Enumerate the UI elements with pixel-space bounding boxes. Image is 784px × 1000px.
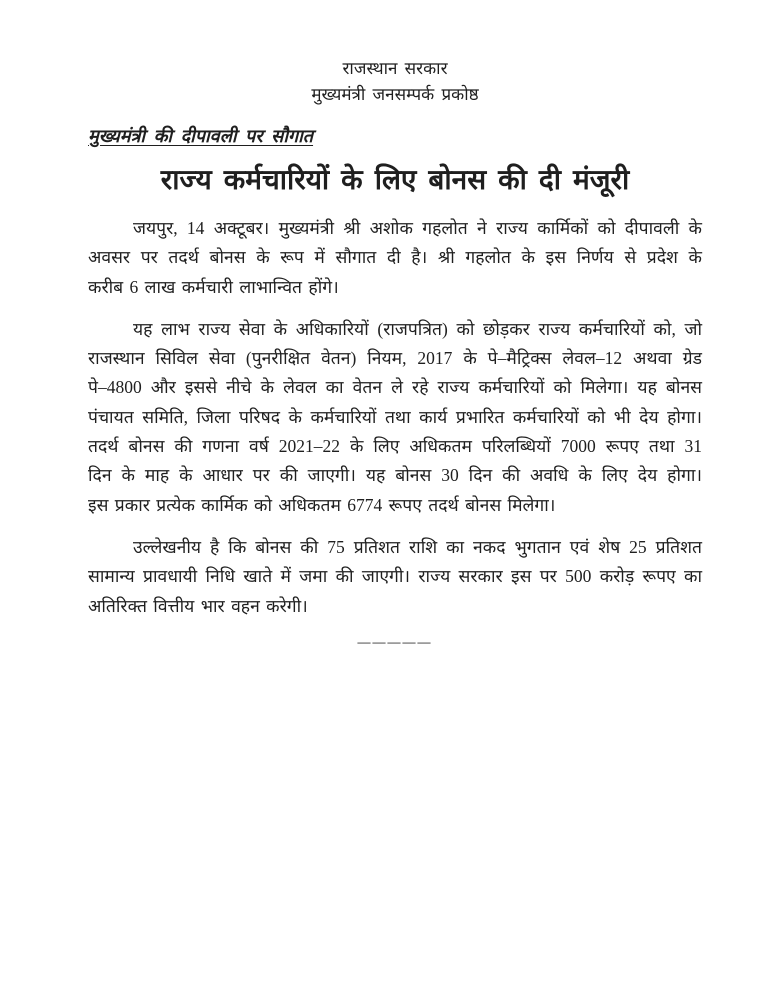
- org-department: मुख्यमंत्री जनसम्पर्क प्रकोष्ठ: [311, 85, 479, 104]
- text-line: दिन के माह के आधार पर की जाएगी। यह बोनस 30 दिन की अवधि के लिए देय होगा।: [88, 465, 702, 486]
- paragraph: [88, 214, 702, 302]
- text-line: इस प्रकार प्रत्येक कार्मिक को अधिकतम 6774 रूपए तदर्थ बोनस मिलेगा।: [88, 494, 556, 515]
- text-line: सामान्य प्रावधायी निधि खाते में जमा की जाएगी। राज्य सरकार इस पर 500 करोड़ रूपए का: [88, 566, 702, 587]
- text-line: राजस्थान सिविल सेवा (पुनरीक्षित वेतन) नियम, 2017 के पे–मैट्रिक्स लेवल–12 अथवा ग्रेड: [88, 348, 702, 369]
- text-line: तदर्थ बोनस की गणना वर्ष 2021–22 के लिए अधिकतम परिलब्धियों 7000 रूपए तथा 31: [88, 436, 702, 457]
- text-line: पंचायत समिति, जिला परिषद के कर्मचारियों तथा कार्य प्रभारित कर्मचारियों को भी देय होगा।: [88, 406, 702, 427]
- article-body: [88, 214, 702, 621]
- text-line: यह लाभ राज्य सेवा के अधिकारियों (राजपत्रित) को छोड़कर राज्य कर्मचारियों को, जो: [133, 318, 702, 339]
- text-line: करीब 6 लाख कर्मचारी लाभान्वित होंगे।: [88, 276, 339, 297]
- document-content: [88, 56, 702, 650]
- letterhead: [88, 56, 702, 108]
- text-line: अतिरिक्त वित्तीय भार वहन करेगी।: [88, 595, 308, 616]
- page-title: राज्य कर्मचारियों के लिए बोनस की दी मंजूरी: [160, 165, 630, 196]
- text-line: उल्लेखनीय है कि बोनस की 75 प्रतिशत राशि का नकद भुगतान एवं शेष 25 प्रतिशत: [133, 536, 702, 557]
- org-name: राजस्थान सरकार: [342, 59, 448, 78]
- text-line: पे–4800 और इससे नीचे के लेवल का वेतन ले रहे राज्य कर्मचारियों को मिलेगा। यह बोनस: [88, 377, 702, 398]
- paragraph: [88, 315, 702, 520]
- end-divider: —————: [357, 633, 433, 649]
- kicker-heading: मुख्यमंत्री की दीपावली पर सौगात: [88, 126, 314, 146]
- text-line: जयपुर, 14 अक्टूबर। मुख्यमंत्री श्री अशोक गहलोत ने राज्य कार्मिकों को दीपावली के: [133, 218, 702, 238]
- paragraph: [88, 533, 702, 621]
- text-line: अवसर पर तदर्थ बोनस के रूप में सौगात दी है। श्री गहलोत के इस निर्णय से प्रदेश के: [88, 247, 702, 268]
